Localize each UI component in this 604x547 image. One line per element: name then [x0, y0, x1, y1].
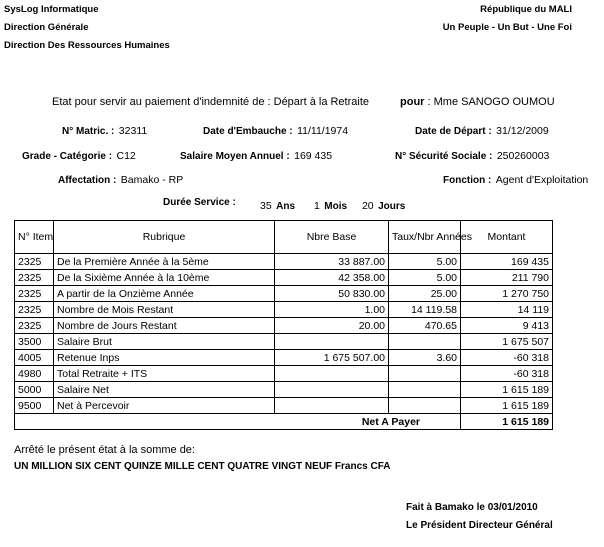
direction-rh: Direction Des Ressources Humaines — [4, 40, 170, 51]
header-rubrique: Rubrique — [54, 221, 275, 254]
cell-item: 5000 — [15, 382, 54, 398]
affectation — [58, 170, 183, 188]
cell-rubrique: Total Retraite + ITS — [54, 366, 275, 382]
beneficiary-name: : Mme SANOGO OUMOU — [427, 96, 555, 108]
country-name: République du MALI — [480, 4, 572, 15]
cell-montant: 211 790 — [461, 270, 553, 286]
title-value: Départ à la Retraite — [273, 96, 370, 108]
company-name: SysLog Informatique — [4, 4, 99, 15]
beneficiary-line — [400, 96, 555, 108]
cell-item: 4005 — [15, 350, 54, 366]
duree-mois-value: 1 — [313, 200, 320, 212]
securite-sociale-value: 250260003 — [496, 150, 550, 162]
cell-base: 20.00 — [275, 318, 389, 334]
header-montant: Montant — [461, 221, 553, 254]
cell-item: 2325 — [15, 254, 54, 270]
date-embauche-value: 11/11/1974 — [297, 125, 349, 137]
matricule-value: 32311 — [118, 125, 148, 137]
cell-rubrique: Net à Percevoir — [54, 398, 275, 414]
table-row — [15, 270, 553, 286]
indemnity-table — [14, 220, 553, 430]
total-label: Net A Payer — [275, 414, 461, 430]
duree-service-label: Durée Service : — [163, 197, 236, 208]
cell-montant: -60 318 — [461, 350, 553, 366]
cell-base — [275, 334, 389, 350]
cell-item: 2325 — [15, 270, 54, 286]
arrete-text: Arrêté le présent état à la somme de: — [14, 444, 195, 456]
cell-base — [275, 366, 389, 382]
cell-item: 2325 — [15, 318, 54, 334]
matricule — [62, 121, 147, 139]
salaire-moyen-label: Salaire Moyen Annuel : — [180, 151, 290, 162]
date-depart-label: Date de Départ : — [415, 126, 492, 137]
cell-taux — [389, 334, 461, 350]
place-date: Fait à Bamako le 03/01/2010 — [406, 502, 538, 513]
cell-taux: 470.65 — [389, 318, 461, 334]
table-row — [15, 334, 553, 350]
table-row — [15, 382, 553, 398]
cell-montant: 14 119 — [461, 302, 553, 318]
header-taux: Taux/Nbr Années — [389, 221, 461, 254]
affectation-value: Bamako - RP — [120, 174, 184, 186]
grade-value: C12 — [116, 150, 136, 162]
salaire-moyen-value: 169 435 — [294, 150, 333, 162]
total-row — [15, 414, 553, 430]
cell-taux: 3.60 — [389, 350, 461, 366]
securite-sociale-label: N° Sécurité Sociale : — [395, 151, 493, 162]
duree-service — [260, 196, 405, 214]
cell-montant: 1 615 189 — [461, 398, 553, 414]
duree-jours-value: 20 — [361, 200, 374, 212]
cell-taux: 5.00 — [389, 270, 461, 286]
fonction — [443, 170, 588, 188]
duree-ans-value: 35 — [260, 200, 272, 212]
direction-generale: Direction Générale — [4, 22, 89, 33]
cell-base: 50 830.00 — [275, 286, 389, 302]
cell-item: 2325 — [15, 302, 54, 318]
fonction-label: Fonction : — [443, 175, 492, 186]
duree-jours-label: Jours — [378, 201, 406, 212]
cell-base — [275, 398, 389, 414]
cell-montant: -60 318 — [461, 366, 553, 382]
table-row — [15, 318, 553, 334]
cell-montant: 1 270 750 — [461, 286, 553, 302]
cell-rubrique: A partir de la Onzième Année — [54, 286, 275, 302]
cell-item: 2325 — [15, 286, 54, 302]
title-line — [52, 96, 369, 108]
cell-rubrique: Nombre de Jours Restant — [54, 318, 275, 334]
cell-taux — [389, 382, 461, 398]
grade-label: Grade - Catégorie : — [22, 151, 113, 162]
amount-in-words: UN MILLION SIX CENT QUINZE MILLE CENT QUATRE VINGT NEUF Francs CFA — [14, 461, 391, 472]
cell-taux: 14 119.58 — [389, 302, 461, 318]
date-embauche-label: Date d'Embauche : — [203, 126, 293, 137]
cell-montant: 169 435 — [461, 254, 553, 270]
cell-taux — [389, 398, 461, 414]
cell-montant: 1 615 189 — [461, 382, 553, 398]
cell-rubrique: Salaire Brut — [54, 334, 275, 350]
country-motto: Un Peuple - Un But - Une Foi — [442, 22, 572, 33]
grade-categorie — [22, 146, 136, 164]
table-row — [15, 350, 553, 366]
cell-taux — [389, 366, 461, 382]
title-label: Etat pour servir au paiement d'indemnité de : — [52, 96, 271, 108]
table-row — [15, 398, 553, 414]
cell-item: 9500 — [15, 398, 54, 414]
cell-montant: 9 413 — [461, 318, 553, 334]
matricule-label: N° Matric. : — [62, 126, 115, 137]
cell-taux: 25.00 — [389, 286, 461, 302]
cell-base: 33 887.00 — [275, 254, 389, 270]
pour-label: pour — [400, 96, 425, 108]
date-depart-value: 31/12/2009 — [496, 125, 549, 137]
duree-ans-label: Ans — [276, 201, 296, 212]
cell-taux: 5.00 — [389, 254, 461, 270]
table-row — [15, 366, 553, 382]
total-value: 1 615 189 — [461, 414, 553, 430]
cell-item: 4980 — [15, 366, 54, 382]
salaire-moyen — [180, 146, 332, 164]
table-row — [15, 254, 553, 270]
table-row — [15, 286, 553, 302]
cell-base: 42 358.00 — [275, 270, 389, 286]
cell-rubrique: De la Sixième Année à la 10ème — [54, 270, 275, 286]
fonction-value: Agent d'Exploitation — [495, 174, 589, 186]
cell-rubrique: Nombre de Mois Restant — [54, 302, 275, 318]
cell-rubrique: De la Première Année à la 5ème — [54, 254, 275, 270]
securite-sociale — [395, 146, 549, 164]
header-item: N° Item — [15, 221, 54, 254]
date-embauche — [203, 121, 348, 139]
date-depart — [415, 121, 549, 139]
cell-base: 1 675 507.00 — [275, 350, 389, 366]
cell-item: 3500 — [15, 334, 54, 350]
affectation-label: Affectation : — [58, 175, 117, 186]
cell-base: 1.00 — [275, 302, 389, 318]
table-header-row — [15, 221, 553, 254]
cell-base — [275, 382, 389, 398]
cell-montant: 1 675 507 — [461, 334, 553, 350]
table-row — [15, 302, 553, 318]
header-base: Nbre Base — [275, 221, 389, 254]
signatory: Le Président Directeur Général — [406, 520, 553, 531]
cell-rubrique: Retenue Inps — [54, 350, 275, 366]
cell-rubrique: Salaire Net — [54, 382, 275, 398]
duree-mois-label: Mois — [324, 201, 348, 212]
